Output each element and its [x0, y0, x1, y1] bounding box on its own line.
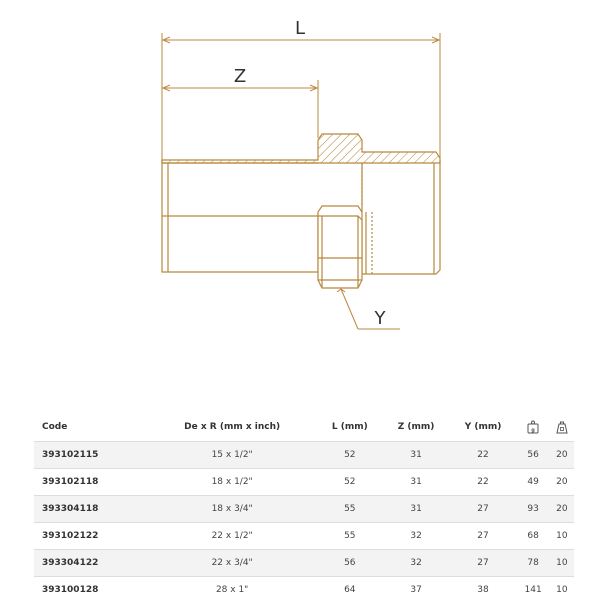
table-row [34, 469, 574, 496]
cell-z: 32 [383, 550, 450, 577]
cell-qty: 20 [550, 496, 574, 523]
cell-l: 52 [317, 469, 383, 496]
cell-weight: 68 [516, 523, 549, 550]
cell-code: 393304118 [34, 496, 147, 523]
cell-y: 27 [450, 550, 517, 577]
svg-text:g: g [531, 427, 535, 433]
header-size: De x R (mm x inch) [147, 412, 317, 442]
cell-code: 393102122 [34, 523, 147, 550]
cell-size: 22 x 1/2" [147, 523, 317, 550]
dimension-L [162, 18, 440, 160]
cell-z: 32 [383, 523, 450, 550]
cell-weight: 78 [516, 550, 549, 577]
cell-code: 393100128 [34, 577, 147, 603]
cell-y: 27 [450, 496, 517, 523]
table-row [34, 550, 574, 577]
header-y: Y (mm) [450, 412, 517, 442]
header-l: L (mm) [317, 412, 383, 442]
cell-y: 22 [450, 469, 517, 496]
header-qty [550, 412, 574, 442]
fitting-body [162, 134, 440, 288]
cell-l: 55 [317, 523, 383, 550]
cell-z: 37 [383, 577, 450, 603]
table-row [34, 496, 574, 523]
cell-y: 27 [450, 523, 517, 550]
package-qty-icon [556, 420, 568, 434]
dim-Y-label: Y [374, 308, 387, 329]
cell-size: 15 x 1/2" [147, 442, 317, 469]
table-row [34, 577, 574, 603]
dimension-Z [163, 66, 318, 138]
cell-weight: 56 [516, 442, 549, 469]
cell-l: 64 [317, 577, 383, 603]
cell-y: 38 [450, 577, 517, 603]
cell-weight: 49 [516, 469, 549, 496]
cell-z: 31 [383, 469, 450, 496]
header-code: Code [34, 412, 147, 442]
cell-l: 55 [317, 496, 383, 523]
cell-code: 393102118 [34, 469, 147, 496]
cell-weight: 93 [516, 496, 549, 523]
cell-z: 31 [383, 496, 450, 523]
cell-size: 28 x 1" [147, 577, 317, 603]
cell-l: 56 [317, 550, 383, 577]
dim-L-label: L [295, 18, 305, 39]
header-weight [516, 412, 549, 442]
cell-size: 18 x 3/4" [147, 496, 317, 523]
cell-size: 18 x 1/2" [147, 469, 317, 496]
dim-Z-label: Z [234, 66, 246, 87]
cell-l: 52 [317, 442, 383, 469]
cell-qty: 10 [550, 523, 574, 550]
table-header-row [34, 412, 574, 442]
cell-weight: 141 [516, 577, 549, 603]
cell-size: 22 x 3/4" [147, 550, 317, 577]
cell-y: 22 [450, 442, 517, 469]
cell-code: 393102115 [34, 442, 147, 469]
weight-g-icon [527, 420, 539, 434]
cell-qty: 10 [550, 550, 574, 577]
cell-qty: 20 [550, 442, 574, 469]
cell-code: 393304122 [34, 550, 147, 577]
cell-z: 31 [383, 442, 450, 469]
cell-qty: 10 [550, 577, 574, 603]
table-row [34, 442, 574, 469]
header-z: Z (mm) [383, 412, 450, 442]
product-specs-table [34, 412, 574, 603]
cell-qty: 20 [550, 469, 574, 496]
table-row [34, 523, 574, 550]
dimension-Y [337, 289, 400, 329]
